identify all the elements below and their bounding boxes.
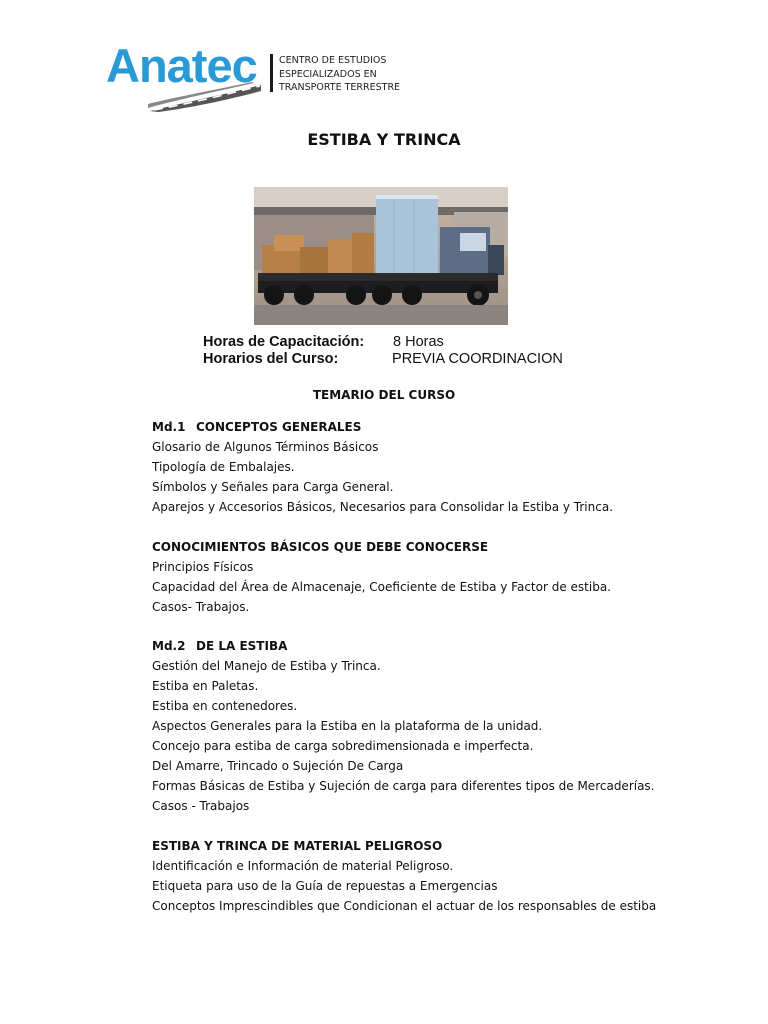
list-item: Estiba en Paletas. [152, 679, 259, 693]
truck-illustration [254, 187, 508, 325]
anatec-logo [104, 40, 404, 115]
list-item: Aparejos y Accesorios Básicos, Necesarios para Consolidar la Estiba y Trinca. [152, 500, 614, 514]
list-item: Identificación e Información de material Peligroso. [152, 859, 454, 873]
logo-tagline [279, 54, 400, 95]
section-heading-text: DE LA ESTIBA [196, 639, 288, 653]
schedule-value: PREVIA COORDINACION [392, 351, 563, 367]
section-heading [152, 636, 655, 656]
section-heading-text: CONCEPTOS GENERALES [196, 420, 362, 434]
section-md1 [152, 417, 613, 517]
list-item: Formas Básicas de Estiba y Sujeción de carga para diferentes tipos de Mercaderías. [152, 779, 655, 793]
section-heading: ESTIBA Y TRINCA DE MATERIAL PELIGROSO [152, 839, 443, 853]
section-number: Md.1 [152, 420, 186, 434]
section-md2 [152, 636, 655, 816]
road-swoosh-icon [148, 82, 263, 112]
logo-wordmark: Anatec [106, 39, 257, 92]
list-item: Casos - Trabajos [152, 799, 250, 813]
hours-row [203, 334, 563, 351]
hours-value: 8 Horas [393, 334, 444, 350]
list-item: Casos- Trabajos. [152, 600, 250, 614]
list-item: Del Amarre, Trincado o Sujeción De Carga [152, 759, 404, 773]
section-number: Md.2 [152, 639, 186, 653]
logo-tagline-line: CENTRO DE ESTUDIOS [279, 55, 387, 66]
list-item: Concejo para estiba de carga sobredimensionada e imperfecta. [152, 739, 534, 753]
list-item: Estiba en contenedores. [152, 699, 298, 713]
list-item: Gestión del Manejo de Estiba y Trinca. [152, 659, 381, 673]
list-item: Etiqueta para uso de la Guía de repuestas a Emergencias [152, 879, 498, 893]
flatbed-truck-photo [254, 187, 508, 325]
list-item: Símbolos y Señales para Carga General. [152, 480, 394, 494]
list-item: Conceptos Imprescindibles que Condicionan el actuar de los responsables de estiba [152, 899, 657, 913]
document-title: ESTIBA Y TRINCA [307, 130, 461, 149]
logo-tagline-line: ESPECIALIZADOS EN [279, 68, 377, 80]
schedule-row [203, 351, 563, 368]
list-item: Glosario de Algunos Términos Básicos [152, 440, 379, 454]
logo-divider [270, 54, 273, 92]
list-item: Tipología de Embalajes. [152, 460, 295, 474]
list-item: Aspectos Generales para la Estiba en la plataforma de la unidad. [152, 719, 543, 733]
section-heading [152, 417, 613, 437]
list-item: Principios Físicos [152, 560, 254, 574]
section-material-peligroso [152, 836, 656, 916]
logo-tagline-line: TRANSPORTE TERRESTRE [279, 82, 401, 93]
temario-title: TEMARIO DEL CURSO [312, 388, 456, 402]
section-conocimientos [152, 537, 611, 617]
list-item: Capacidad del Área de Almacenaje, Coeficiente de Estiba y Factor de estiba. [152, 580, 611, 594]
course-info [203, 334, 563, 368]
schedule-label: Horarios del Curso: [203, 351, 339, 367]
section-heading: CONOCIMIENTOS BÁSICOS QUE DEBE CONOCERSE [152, 540, 489, 554]
hours-label: Horas de Capacitación: [203, 334, 365, 350]
